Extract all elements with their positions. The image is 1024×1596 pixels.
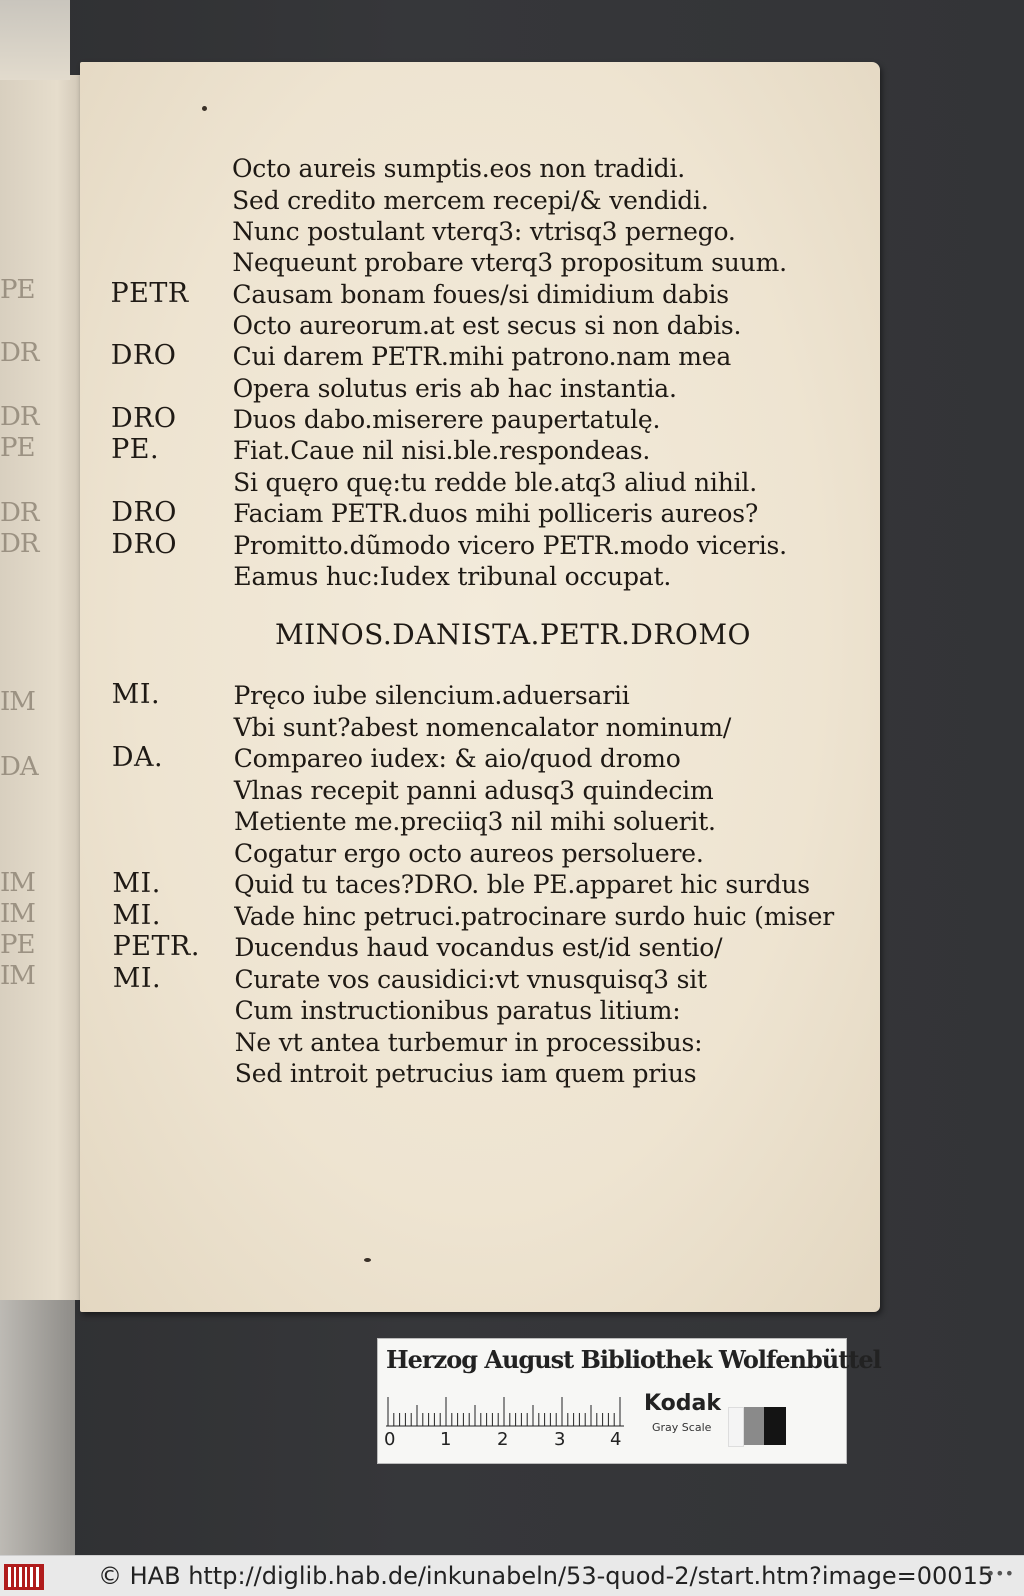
verse-line [0,866,880,900]
ghost-margin-text: PE [0,930,35,960]
verse-line [0,929,880,963]
verse-text: Ne vt antea turbemur in processibus: [234,1028,703,1057]
verse-text: Octo aureorum.at est secus si non dabis. [232,311,742,340]
verse-line [0,338,880,372]
verse-line [0,961,880,995]
verse-line [0,527,880,561]
ghost-margin-text: DR [0,498,39,528]
verse-line [0,803,880,837]
scene-heading: MINOS.DANISTA.PETR.DROMO [275,618,751,651]
verse-text: Cui darem PETR.mihi patrono.nam mea [232,342,732,371]
verse-text: Duos dabo.miserere paupertatulę. [232,405,661,434]
speaker-label: DRO [110,340,177,371]
verse-line [0,1055,880,1089]
ruler-number: 3 [554,1429,566,1450]
verse-line [0,709,880,743]
ghost-margin-text: PE [0,275,35,305]
verse-text: Promitto.dũmodo vicero PETR.modo viceris. [233,531,787,560]
speaker-label: PETR [110,278,189,309]
verse-line [0,677,880,711]
verse-text: Ducendus haud vocandus est/id sentio/ [234,933,723,962]
library-name: Herzog August Bibliothek Wolfenbüttel [386,1345,881,1374]
verse-line [0,772,880,806]
ghost-margin-text: IM [0,868,35,898]
ghost-margin-text: DR [0,402,39,432]
ghost-margin-text: DR [0,338,39,368]
ruler-number: 0 [384,1429,396,1450]
gray-scale-label: Gray Scale [652,1421,712,1434]
verse-line [0,1024,880,1058]
ghost-margin-text: DA [0,752,38,782]
speaker-label: MI. [112,900,161,931]
speaker-label: DRO [111,529,178,560]
facing-page-bottom [0,1300,75,1555]
verse-text: Nunc postulant vterq3: vtrisq3 pernego. [232,217,736,246]
ruler-number: 2 [497,1429,509,1450]
gray-swatch-black [764,1407,786,1445]
verse-text: Sed introit petrucius iam quem prius [234,1059,697,1088]
verse-text: Si quęro quę:tu redde ble.atq3 aliud nihil. [233,468,757,497]
ghost-margin-text: IM [0,961,35,991]
verse-line [0,898,880,932]
speaker-label: MI. [111,679,161,710]
ghost-margin-text: DR [0,529,39,559]
verse-line [0,150,880,184]
verse-text: Quid tu taces?DRO. ble PE.apparet hic surdus [234,870,810,899]
verse-text: Eamus huc:Iudex tribunal occupat. [233,562,672,591]
verse-text: Sed credito mercem recepi/& vendidi. [232,186,709,215]
copyright-url[interactable]: © HAB http://diglib.hab.de/inkunabeln/53-quod-2/start.htm?image=00015 [98,1562,994,1590]
speaker-label: DA. [111,742,164,773]
facing-page-top [0,0,70,80]
hab-logo-icon [4,1564,44,1590]
ghost-margin-text: PE [0,433,35,463]
speaker-label: PE. [111,434,160,465]
ruler-numbers [384,1429,624,1451]
viewer-footer [0,1555,1024,1596]
ruler-number: 1 [440,1429,452,1450]
speaker-label: DRO [111,497,177,528]
verse-line [0,276,880,310]
verse-line [0,401,880,435]
page-speck [202,106,207,111]
more-menu-icon[interactable]: ••• [985,1564,1014,1583]
library-color-target [377,1338,881,1464]
verse-text: Cogatur ergo octo aureos persoluere. [234,839,704,868]
verse-text: Curate vos causidici:vt vnusquisq3 sit [234,965,707,994]
gray-swatch-white [728,1407,744,1447]
ghost-margin-text: IM [0,687,35,717]
verse-line [0,495,880,529]
speaker-label: MI. [112,963,162,994]
verse-line [0,992,880,1026]
gray-swatch-mid [744,1407,764,1445]
verse-line [0,558,880,592]
verse-text: Vade hinc petruci.patrocinare surdo huic (miser [234,902,834,931]
verse-text: Pręco iube silencium.aduersarii [233,681,630,710]
kodak-logo: Kodak [644,1391,721,1416]
ruler-scale [386,1395,624,1427]
speaker-label: DRO [110,403,177,434]
speaker-label: PETR. [112,931,200,962]
verse-line [0,740,880,774]
verse-line [0,370,880,404]
page-speck [364,1258,371,1262]
verse-line [0,307,880,341]
verse-line [0,213,880,247]
verse-text: Fiat.Caue nil nisi.ble.respondeas. [232,436,651,465]
verse-text: Vlnas recepit panni adusq3 quindecim [233,776,714,805]
verse-text: Vbi sunt?abest nomencalator nominum/ [233,713,732,742]
verse-text: Octo aureis sumptis.eos non tradidi. [232,154,685,183]
verse-text: Compareo iudex: & aio/quod dromo [233,744,681,773]
ghost-margin-text: IM [0,899,35,929]
verse-text: Faciam PETR.duos mihi polliceris aureos? [233,499,759,528]
verse-text: Metiente me.preciiq3 nil mihi soluerit. [233,807,716,836]
verse-text: Causam bonam foues/si dimidium dabis [232,280,729,309]
verse-text: Opera solutus eris ab hac instantia. [232,374,677,403]
verse-text: Cum instructionibus paratus litium: [234,996,681,1025]
verse-line [0,182,880,216]
verse-line [0,464,880,498]
verse-line [0,244,880,278]
ruler-number: 4 [610,1429,622,1450]
speaker-label: MI. [112,868,161,899]
verse-line [0,432,880,466]
verse-line [0,835,880,869]
verse-text: Nequeunt probare vterq3 propositum suum. [232,248,787,277]
